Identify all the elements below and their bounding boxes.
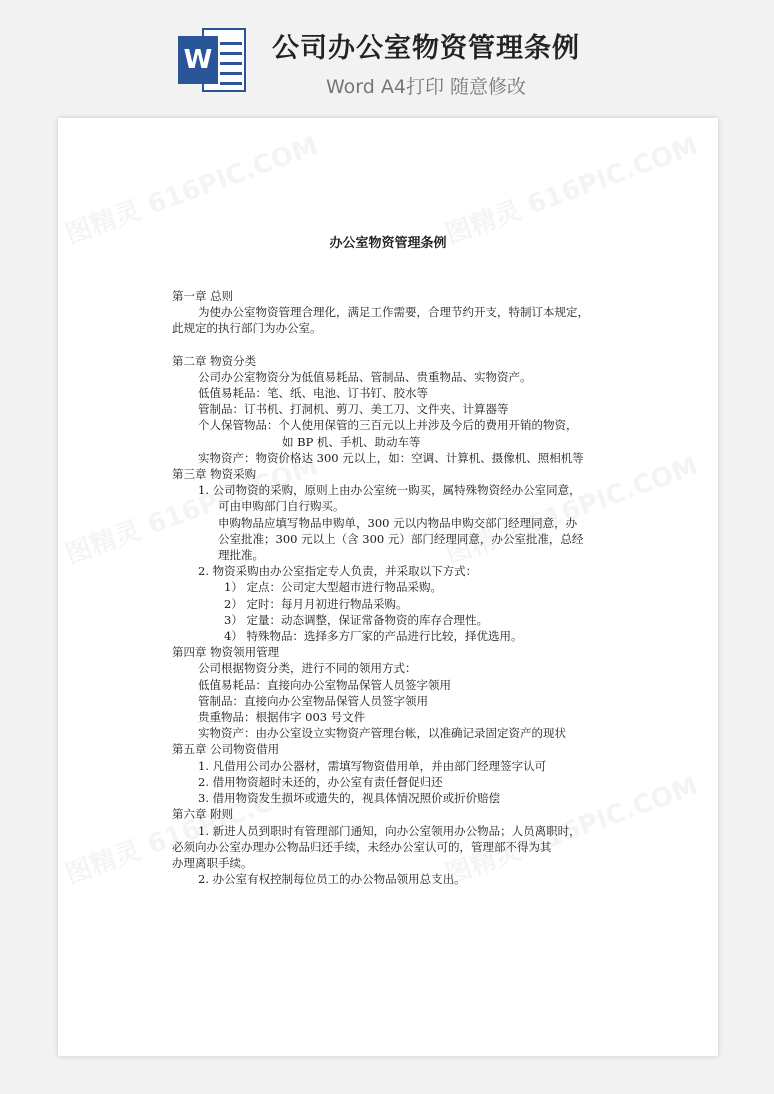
paragraph-line: 办理离职手续。 (172, 855, 253, 870)
word-document-icon (178, 24, 248, 96)
list-item: 1. 凡借用公司办公器材，需填写物资借用单，并由部门经理签字认可 (198, 758, 547, 773)
list-item: 1. 公司物资的采购，原则上由办公室统一购买，属特殊物资经办公室同意， (198, 483, 581, 498)
document-header (0, 0, 774, 112)
sub-list-item: 1） 定点：公司定大型超市进行物品采购。 (224, 580, 442, 595)
paragraph-line: 必须向办公室办理办公物品归还手续，未经办公室认可的，管理部不得为其 (172, 839, 552, 854)
header-title: 公司办公室物资管理条例 (272, 33, 580, 64)
paragraph-line: 贵重物品：根据伟字 003 号文件 (198, 710, 366, 725)
chapter-2-heading: 第二章 物资分类 (172, 353, 257, 368)
document-body (172, 288, 602, 887)
header-subtitle: Word A4打印 随意修改 (326, 76, 527, 98)
paragraph-line: 管制品：订书机、打洞机、剪刀、美工刀、文件夹、计算器等 (198, 402, 509, 417)
document-page (58, 118, 718, 1056)
list-item: 2. 物资采购由办公室指定专人负责，并采取以下方式： (198, 564, 478, 579)
paragraph-line: 低值易耗品：直接向办公室物品保管人员签字领用 (198, 677, 451, 692)
paragraph-line: 申购物品应填写物品申购单，300 元以内物品申购交部门经理同意，办 (218, 515, 578, 530)
paragraph-line: 个人保管物品：个人使用保管的三百元以上并涉及今后的费用开销的物资， (198, 418, 578, 433)
paragraph-line: 公司办公室物资分为低值易耗品、管制品、贵重物品、实物资产。 (198, 369, 532, 384)
list-item: 2. 办公室有权控制每位员工的办公物品领用总支出。 (198, 872, 466, 887)
list-item: 1. 新进人员到职时有管理部门通知，向办公室领用办公物品；人员离职时， (198, 823, 581, 838)
list-item: 3. 借用物资发生损坏或遗失的，视具体情况照价或折价赔偿 (198, 791, 501, 806)
sub-list-item: 4） 特殊物品：选择多方厂家的产品进行比较，择优选用。 (224, 629, 523, 644)
sub-list-item: 2） 定时：每月月初进行物品采购。 (224, 596, 408, 611)
chapter-5-heading: 第五章 公司物资借用 (172, 742, 280, 757)
paragraph-line: 如 BP 机、手机、助动车等 (282, 434, 421, 449)
chapter-4-heading: 第四章 物资领用管理 (172, 645, 280, 660)
sub-list-item: 3） 定量：动态调整，保证常备物资的库存合理性。 (224, 612, 488, 627)
paragraph-line: 可由申购部门自行购买。 (218, 499, 345, 514)
paragraph-line: 管制品：直接向办公室物品保管人员签字领用 (198, 693, 428, 708)
list-item: 2. 借用物资超时未还的，办公室有责任督促归还 (198, 774, 443, 789)
chapter-3-heading: 第三章 物资采购 (172, 467, 257, 482)
paragraph-line: 公室批准；300 元以上（含 300 元）部门经理同意，办公室批准，总经 (218, 531, 584, 546)
paragraph-line: 理批准。 (218, 548, 264, 563)
paragraph-line: 实物资产：物资价格达 300 元以上，如：空调、计算机、摄像机、照相机等 (198, 450, 584, 465)
paragraph-line: 实物资产：由办公室设立实物资产管理台帐，以准确记录固定资产的现状 (198, 726, 566, 741)
paragraph-line: 低值易耗品：笔、纸、电池、订书钉、胶水等 (198, 386, 428, 401)
paragraph-line: 此规定的执行部门为办公室。 (172, 321, 322, 336)
document-title: 办公室物资管理条例 (329, 236, 447, 251)
word-icon-letter: W (178, 36, 218, 84)
paragraph-line: 公司根据物资分类，进行不同的领用方式： (198, 661, 417, 676)
chapter-6-heading: 第六章 附则 (172, 807, 234, 822)
chapter-1-heading: 第一章 总则 (172, 289, 234, 303)
paragraph-line: 为使办公室物资管理合理化，满足工作需要，合理节约开支，特制订本规定， (198, 305, 589, 320)
